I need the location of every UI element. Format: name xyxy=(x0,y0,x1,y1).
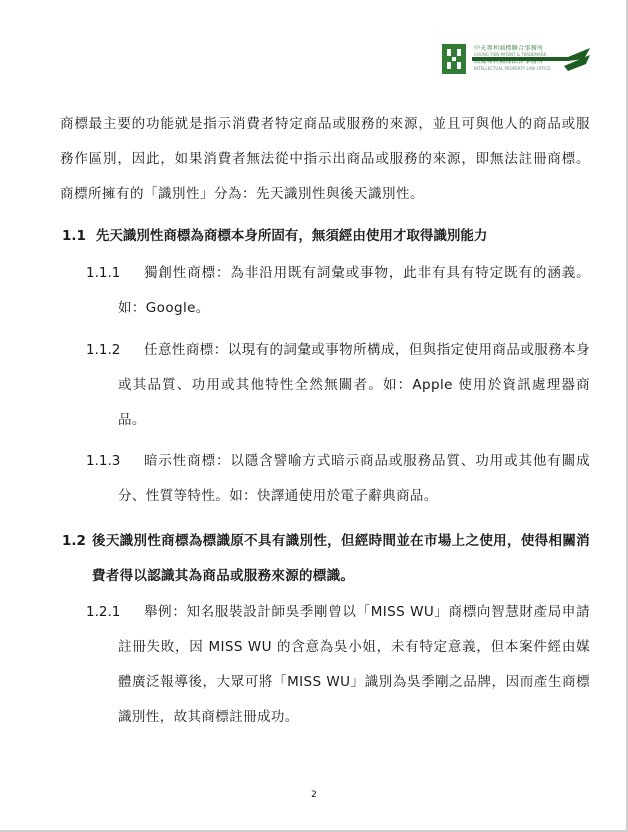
page-number: 2 xyxy=(311,790,317,800)
intro-paragraph: 商標最主要的功能就是指示消費者特定商品或服務的來源，並且可與他人的商品或服務作區別，因此，如果消費者無法從中指示出商品或服務的來源，即無法註冊商標。商標所擁有的「識別性」分為：先天識別性與後天識別性。 xyxy=(60,116,590,202)
item-text: 獨創性商標：為非沿用既有詞彙或事物，此非有具有特定既有的涵義。如：Google。 xyxy=(118,265,590,316)
logo-line-2: CHUNG TIEN PATENT & TRADEMARK xyxy=(474,52,547,57)
logo-line-4: INTELLECTUAL PROPERTY LAW OFFICE xyxy=(474,66,551,71)
logo-text-block xyxy=(472,44,590,74)
logo-mark-icon xyxy=(442,44,466,74)
list-item-1-1-2 xyxy=(86,333,590,438)
section-title: 先天識別性商標為商標本身所固有，無須經由使用才取得識別能力 xyxy=(95,228,488,244)
item-number: 1.1.2 xyxy=(86,342,121,358)
item-text: 任意性商標：以現有的詞彙或事物所構成，但與指定使用商品或服務本身或其品質、功用或其他特性全然無關者。如：Apple 使用於資訊處理器商品。 xyxy=(118,342,590,428)
section-number: 1.2 xyxy=(62,533,86,549)
item-number: 1.2.1 xyxy=(86,604,121,620)
section-number: 1.1 xyxy=(62,228,86,244)
list-item-1-1-1 xyxy=(86,256,590,326)
item-number: 1.1.3 xyxy=(86,453,121,469)
logo-line-3: 高威專利商標法律事務所 xyxy=(474,58,544,65)
item-text: 暗示性商標：以隱含譬喻方式暗示商品或服務品質、功用或其他有關成分、性質等特性。如：快譯通使用於電子辭典商品。 xyxy=(118,453,590,504)
item-text: 舉例：知名服裝設計師吳季剛曾以「MISS WU」商標向智慧財產局申請註冊失敗，因 MISS WU 的含意為吳小姐，未有特定意義，但本案件經由媒體廣泛報導後，大眾可將「MISS WU」識別為吳季剛之品牌，因而產生商標識別性，故其商標註冊成功。 xyxy=(118,604,590,725)
list-item-1-1-3 xyxy=(86,444,590,514)
section-1-1-heading xyxy=(62,219,487,254)
logo-line-1: 中天專利商標聯合事務所 xyxy=(474,45,544,52)
list-item-1-2-1 xyxy=(86,595,590,735)
section-1-2-heading xyxy=(62,524,590,594)
item-number: 1.1.1 xyxy=(86,265,121,281)
firm-logo xyxy=(442,44,590,74)
section-title: 後天識別性商標為標識原不具有識別性，但經時間並在市場上之使用，使得相關消費者得以認識其為商品或服務來源的標識。 xyxy=(92,533,590,584)
